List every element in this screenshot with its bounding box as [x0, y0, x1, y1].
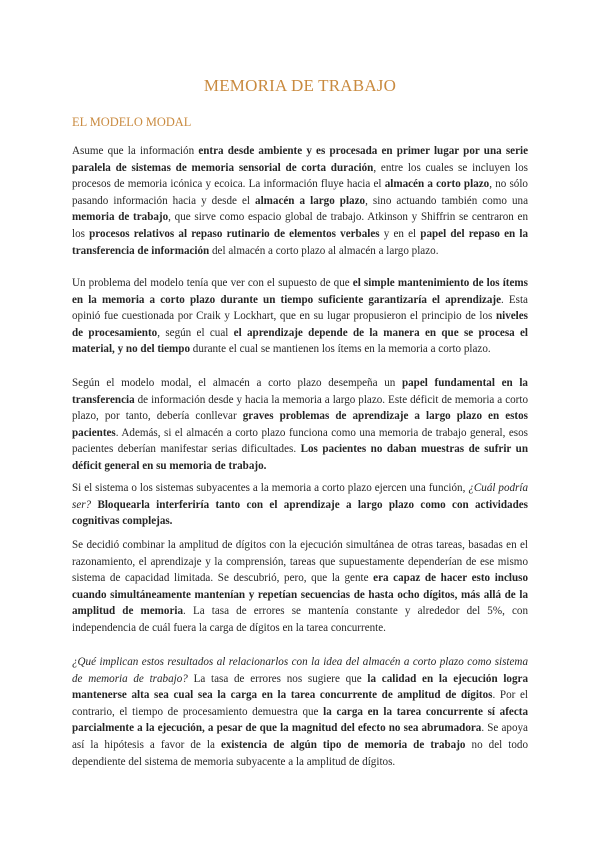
text-run: Si el sistema o los sistemas subyacentes a la memoria a corto plazo ejercen una función,	[72, 482, 469, 494]
paragraph-3	[72, 375, 528, 475]
text-run: . Esta opinió fue cuestionada por Craik y Lockhart, que en su lugar propusieron el principio de los	[72, 293, 528, 323]
text-run: graves problemas de aprendizaje a largo plazo en estos pacientes	[72, 410, 528, 439]
text-run: no del todo dependiente del sistema de memoria subyacente a la amplitud de dígitos.	[72, 738, 528, 768]
text-run: almacén a corto plazo	[384, 178, 490, 191]
text-run: papel fundamental en la transferencia	[72, 377, 528, 406]
text-run: Se decidió combinar la amplitud de dígitos con la ejecución simultánea de otras tareas, basadas en el razonamiento, el aprendizaje y la comprensión, tareas que supuestamente dependerían de ese mismo sistema de capacidad limitada. Se descubrió, pero, que la gente	[72, 539, 528, 585]
text-run: y en el	[379, 227, 421, 240]
text-run: niveles de procesamiento	[72, 310, 528, 339]
text-run: de información desde y hacia la memoria a largo plazo. Este déficit de memoria a corto plazo, por tanto, debería conllevar	[72, 393, 528, 423]
text-run: , entre los cuales se incluyen los procesos de memoria icónica y ecoica. La información fluye hacia el	[72, 161, 528, 191]
text-run: la carga en la tarea concurrente sí afecta parcialmente a la ejecución, a pesar de que la magnitud del efecto no sea abrumadora	[72, 705, 529, 735]
paragraph-1	[72, 143, 528, 259]
text-run: del almacén a corto plazo al almacén a largo plazo.	[209, 244, 439, 257]
paragraph-5	[72, 537, 528, 637]
text-run: procesos relativos al repaso rutinario de elementos verbales	[89, 227, 380, 240]
text-run: , según el cual	[157, 326, 234, 339]
text-run: memoria de trabajo	[72, 211, 169, 224]
text-run: el aprendizaje depende de la manera en que se procesa el material, y no del tiempo	[72, 326, 529, 356]
text-run: Según el modelo modal, el almacén a corto plazo desempeña un	[72, 377, 402, 389]
text-run: la calidad en la ejecución logra mantenerse alta sea cual sea la carga en la tarea concurrente de amplitud de dígitos	[72, 672, 528, 702]
text-run: ¿Cuál podría ser?	[72, 482, 528, 511]
text-run: Asume que la información	[72, 145, 199, 157]
text-run: Bloquearla interferiría tanto con el aprendizaje a largo plazo como con actividades cognitivas complejas.	[72, 498, 528, 528]
paragraph-4	[72, 480, 528, 530]
text-run: . La tasa de errores se mantenía constante y alrededor del 5%, con independencia de cuál fuera la carga de dígitos en la tarea concurrente.	[72, 605, 528, 634]
section-heading: EL MODELO MODAL	[72, 115, 192, 129]
text-run: . Además, si el almacén a corto plazo funciona como una memoria de trabajo general, esos pacientes deberían manifestar serias dificultades.	[72, 426, 528, 456]
text-run: La tasa de errores nos sugiere que	[187, 672, 368, 685]
paragraph-6	[72, 654, 528, 770]
text-run: existencia de algún tipo de memoria de trabajo	[220, 738, 466, 751]
text-run: durante el cual se mantienen los ítems en la memoria a corto plazo.	[190, 343, 491, 356]
text-run: almacén a largo plazo	[255, 194, 366, 207]
text-run: , sino actuando también como una	[365, 194, 528, 207]
text-run: Un problema del modelo tenía que ver con el supuesto de que	[72, 277, 353, 289]
text-run: , que sirve como espacio global de trabajo. Atkinson y Shiffrin se centraron en los	[72, 211, 528, 240]
text-run: papel del repaso en la transferencia de información	[72, 227, 528, 257]
text-run: , no sólo pasando información hacia y desde el	[72, 178, 528, 207]
text-run: era capaz de hacer esto incluso cuando simultáneamente mantenían y repetían secuencias de hasta ocho dígitos, más allá de la amplitud de memoria	[72, 572, 528, 618]
text-run: . Por el contrario, el tiempo de procesamiento demuestra que	[72, 689, 528, 718]
text-run: ¿Qué implican estos resultados al relacionarlos con la idea del almacén a corto plazo como sistema de memoria de trabajo?	[72, 656, 528, 685]
paragraph-2	[72, 275, 528, 358]
text-run: el simple mantenimiento de los ítems en la memoria a corto plazo durante un tiempo suficiente garantizaría el aprendizaje	[72, 277, 528, 306]
text-run: entra desde ambiente y es procesada en primer lugar por una serie paralela de sistemas de memoria sensorial de corta duración	[72, 145, 529, 174]
text-run: . Se apoya así la hipótesis a favor de la	[72, 722, 528, 751]
page-title: MEMORIA DE TRABAJO	[203, 76, 397, 95]
text-run: Los pacientes no daban muestras de sufrir un déficit general en su memoria de trabajo.	[72, 443, 528, 472]
